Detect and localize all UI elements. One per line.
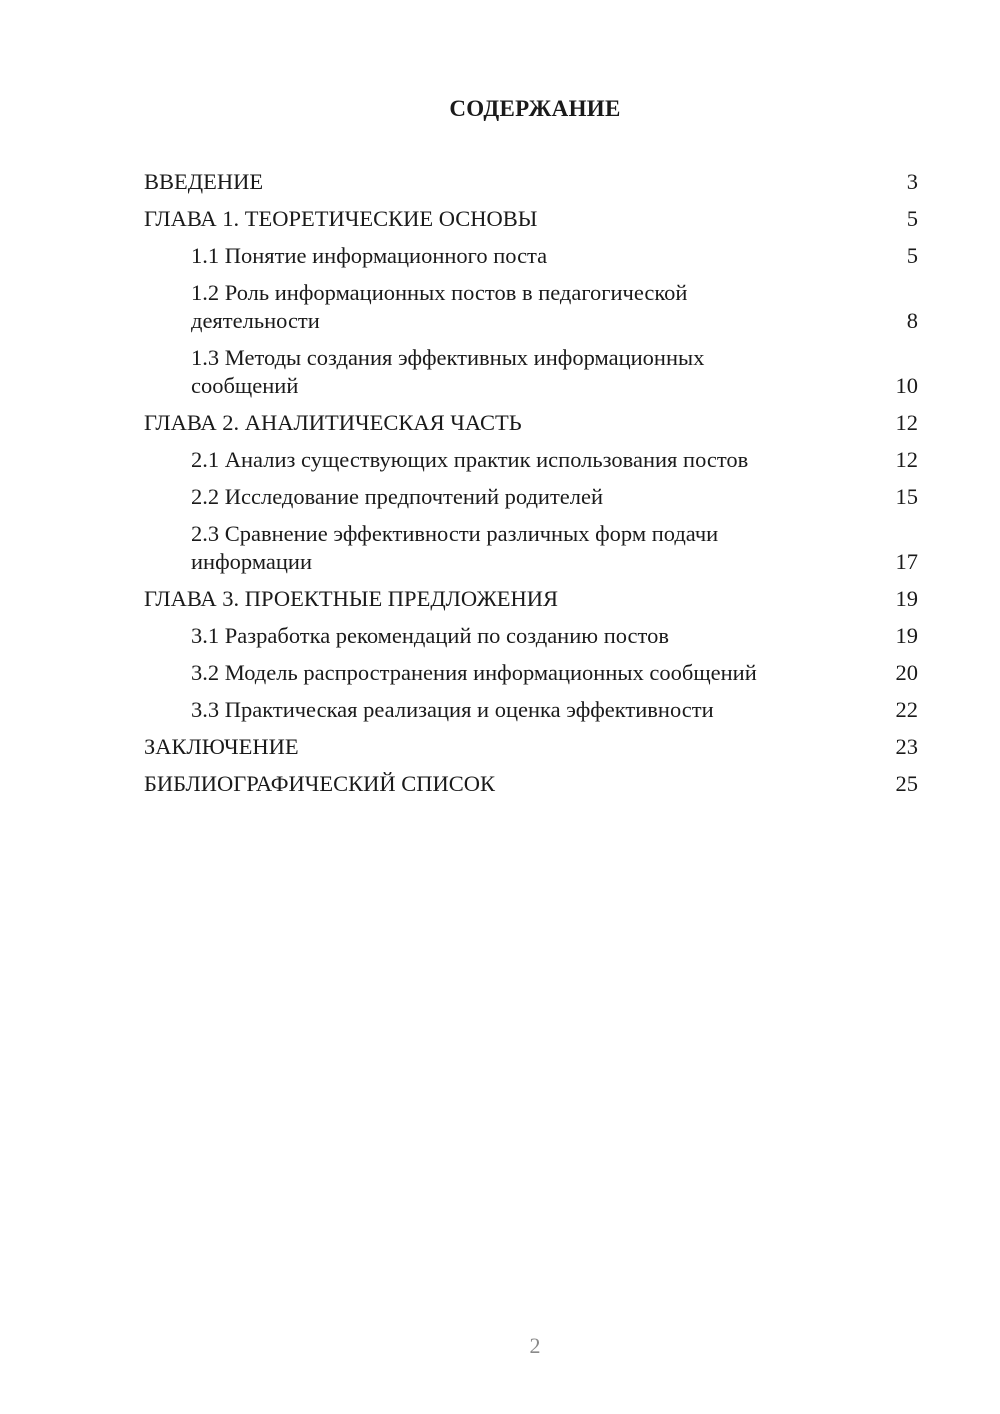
toc-subentry[interactable] (144, 483, 918, 511)
toc-entry-page: 12 (895, 410, 918, 435)
toc-subentry[interactable] (144, 696, 918, 724)
toc-entry-title: БИБЛИОГРАФИЧЕСКИЙ СПИСОК (144, 771, 496, 796)
toc-subentry[interactable] (144, 344, 918, 400)
toc-entry-page: 19 (895, 623, 918, 648)
toc-entry-page: 17 (895, 549, 918, 574)
toc-entry-title: ГЛАВА 1. ТЕОРЕТИЧЕСКИЕ ОСНОВЫ (144, 206, 538, 231)
toc-entry-title: 3.1 Разработка рекомендаций по созданию постов (191, 623, 669, 648)
toc-entry-title: 3.3 Практическая реализация и оценка эффективности (191, 697, 714, 722)
toc-entry-page: 25 (895, 771, 918, 796)
toc-entry-title: 3.2 Модель распространения информационных сообщений (191, 660, 757, 685)
toc-entry-title: 1.3 Методы создания эффективных информационных сообщений (191, 345, 705, 398)
toc-entry-page: 5 (906, 243, 918, 268)
toc-subentry[interactable] (144, 659, 918, 687)
toc-entry-title: 2.3 Сравнение эффективности различных форм подачи информации (191, 521, 719, 574)
table-of-contents (144, 168, 918, 798)
toc-entry-title: ВВЕДЕНИЕ (144, 169, 264, 194)
toc-subentry[interactable] (144, 242, 918, 270)
toc-entry-page: 19 (895, 586, 918, 611)
toc-subentry[interactable] (144, 279, 918, 335)
toc-entry[interactable] (144, 168, 918, 196)
page-title: СОДЕРЖАНИЕ (449, 96, 621, 121)
toc-entry-page: 22 (895, 697, 918, 722)
toc-entry-title: ГЛАВА 2. АНАЛИТИЧЕСКАЯ ЧАСТЬ (144, 410, 522, 435)
toc-entry-page: 15 (895, 484, 918, 509)
toc-entry[interactable] (144, 585, 918, 613)
toc-entry[interactable] (144, 733, 918, 761)
toc-entry-page: 12 (895, 447, 918, 472)
toc-entry-title: 1.1 Понятие информационного поста (191, 243, 548, 268)
toc-entry-page: 8 (906, 308, 918, 333)
toc-entry[interactable] (144, 205, 918, 233)
toc-entry-page: 3 (906, 169, 918, 194)
toc-subentry[interactable] (144, 622, 918, 650)
toc-entry-page: 10 (895, 373, 918, 398)
toc-entry-title: 2.1 Анализ существующих практик использования постов (191, 447, 749, 472)
toc-entry-page: 5 (906, 206, 918, 231)
toc-entry[interactable] (144, 770, 918, 798)
toc-subentry[interactable] (144, 520, 918, 576)
toc-entry-title: 2.2 Исследование предпочтений родителей (191, 484, 604, 509)
toc-entry-title: 1.2 Роль информационных постов в педагогической деятельности (191, 280, 688, 333)
toc-entry-page: 20 (895, 660, 918, 685)
toc-entry-page: 23 (895, 734, 918, 759)
page-number: 2 (529, 1333, 541, 1358)
toc-entry-title: ЗАКЛЮЧЕНИЕ (144, 734, 299, 759)
toc-entry[interactable] (144, 409, 918, 437)
toc-subentry[interactable] (144, 446, 918, 474)
toc-entry-title: ГЛАВА 3. ПРОЕКТНЫЕ ПРЕДЛОЖЕНИЯ (144, 586, 559, 611)
